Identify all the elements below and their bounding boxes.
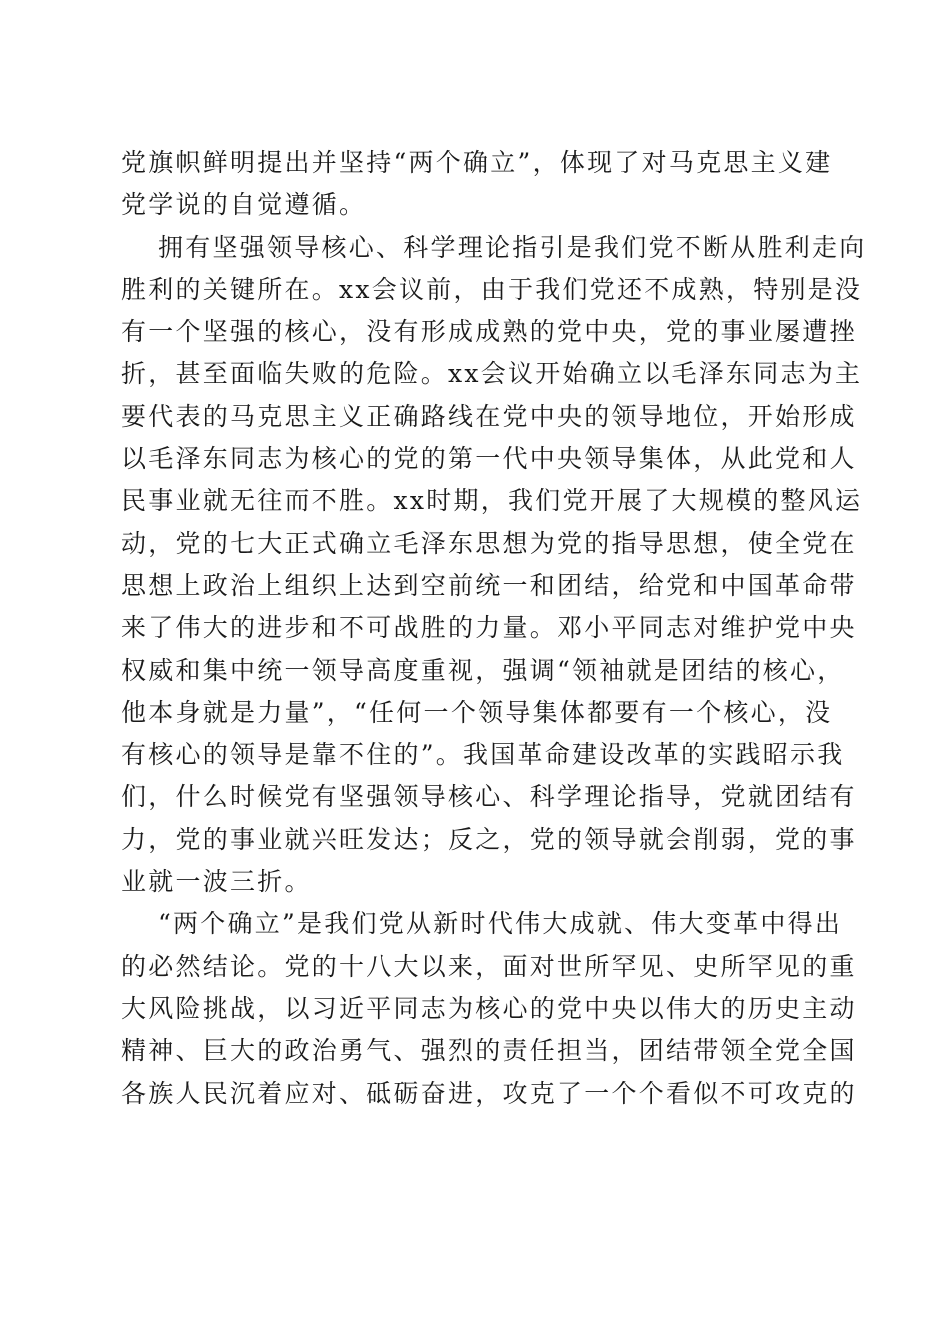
text-line: 有核心的领导是靠不住的”。我国革命建设改革的实践昭示我	[121, 740, 845, 770]
text-line: 权威和集中统一领导高度重视，强调“领袖就是团结的核心，	[121, 655, 845, 685]
paragraph-first-line: “两个确立”是我们党从新时代伟大成就、伟大变革中得出	[158, 909, 843, 939]
text-line: 的必然结论。党的十八大以来，面对世所罕见、史所罕见的重	[121, 951, 857, 981]
text-line: 党学说的自觉遵循。	[121, 190, 367, 220]
text-line: 以毛泽东同志为核心的党的第一代中央领导集体，从此党和人	[121, 444, 857, 474]
text-line: 各族人民沉着应对、砥砺奋进，攻克了一个个看似不可攻克的	[121, 1078, 857, 1108]
text-line: 折，甚至面临失败的危险。xx会议开始确立以毛泽东同志为主	[121, 359, 863, 389]
text-line: 民事业就无往而不胜。xx时期，我们党开展了大规模的整风运	[121, 486, 863, 516]
document-body	[121, 142, 867, 1115]
text-line: 业就一波三折。	[121, 867, 312, 897]
text-line: 们，什么时候党有坚强领导核心、科学理论指导，党就团结有	[121, 782, 857, 812]
text-line: 动，党的七大正式确立毛泽东思想为党的指导思想，使全党在	[121, 528, 857, 558]
text-line: 思想上政治上组织上达到空前统一和团结，给党和中国革命带	[121, 570, 857, 600]
paragraph-first-line: 拥有坚强领导核心、科学理论指引是我们党不断从胜利走向	[158, 232, 867, 262]
text-line: 他本身就是力量”，“任何一个领导集体都要有一个核心，没	[121, 697, 833, 727]
text-line: 来了伟大的进步和不可战胜的力量。邓小平同志对维护党中央	[121, 613, 857, 643]
text-line: 有一个坚强的核心，没有形成成熟的党中央，党的事业屡遭挫	[121, 317, 857, 347]
text-line: 党旗帜鲜明提出并坚持“两个确立”，体现了对马克思主义建	[121, 148, 833, 177]
text-line: 胜利的关键所在。xx会议前，由于我们党还不成熟，特别是没	[121, 274, 863, 304]
text-line: 大风险挑战，以习近平同志为核心的党中央以伟大的历史主动	[121, 993, 857, 1023]
text-line: 要代表的马克思主义正确路线在党中央的领导地位，开始形成	[121, 401, 857, 431]
text-line: 精神、巨大的政治勇气、强烈的责任担当，团结带领全党全国	[121, 1036, 857, 1066]
text-line: 力，党的事业就兴旺发达；反之，党的领导就会削弱，党的事	[121, 824, 857, 854]
